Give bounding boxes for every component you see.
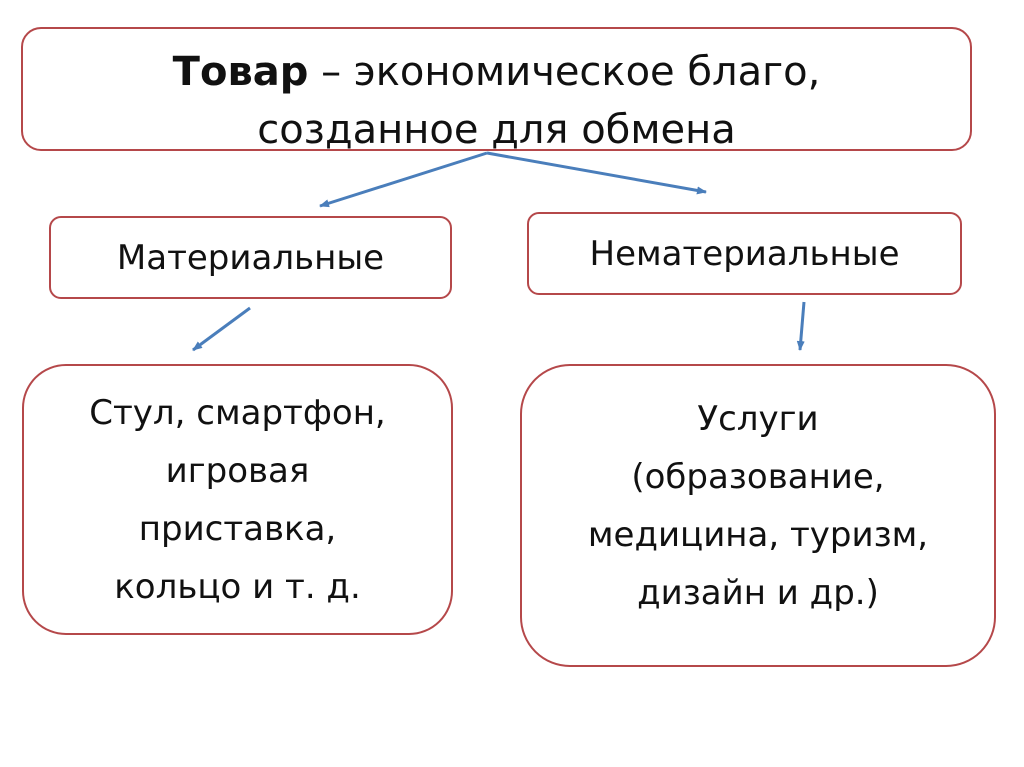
category-immaterial-label: Нематериальные xyxy=(589,233,900,274)
arrow-to-material xyxy=(320,153,487,206)
immaterial-example-line: (образование, xyxy=(631,457,885,497)
category-immaterial-box xyxy=(527,212,962,295)
immaterial-examples-box xyxy=(520,364,996,667)
definition-line-2: созданное для обмена xyxy=(257,107,736,153)
category-material-box xyxy=(49,216,452,299)
definition-text: – экономическое благо, xyxy=(308,49,821,95)
immaterial-example-line: дизайн и др.) xyxy=(637,573,879,613)
arrow-to-material-examples xyxy=(193,308,250,350)
definition-box xyxy=(21,27,972,151)
material-example-line: игровая xyxy=(165,451,310,491)
material-example-line: Стул, смартфон, xyxy=(89,393,386,433)
material-examples-box xyxy=(22,364,453,635)
definition-line-1 xyxy=(173,43,821,101)
term-label: Товар xyxy=(172,49,309,95)
immaterial-example-line: медицина, туризм, xyxy=(587,515,929,555)
immaterial-example-line: Услуги xyxy=(697,399,819,439)
arrow-to-immaterial-examples xyxy=(800,302,804,350)
category-material-label: Материальные xyxy=(116,237,385,278)
material-example-line: кольцо и т. д. xyxy=(114,567,361,607)
material-example-line: приставка, xyxy=(138,509,337,549)
